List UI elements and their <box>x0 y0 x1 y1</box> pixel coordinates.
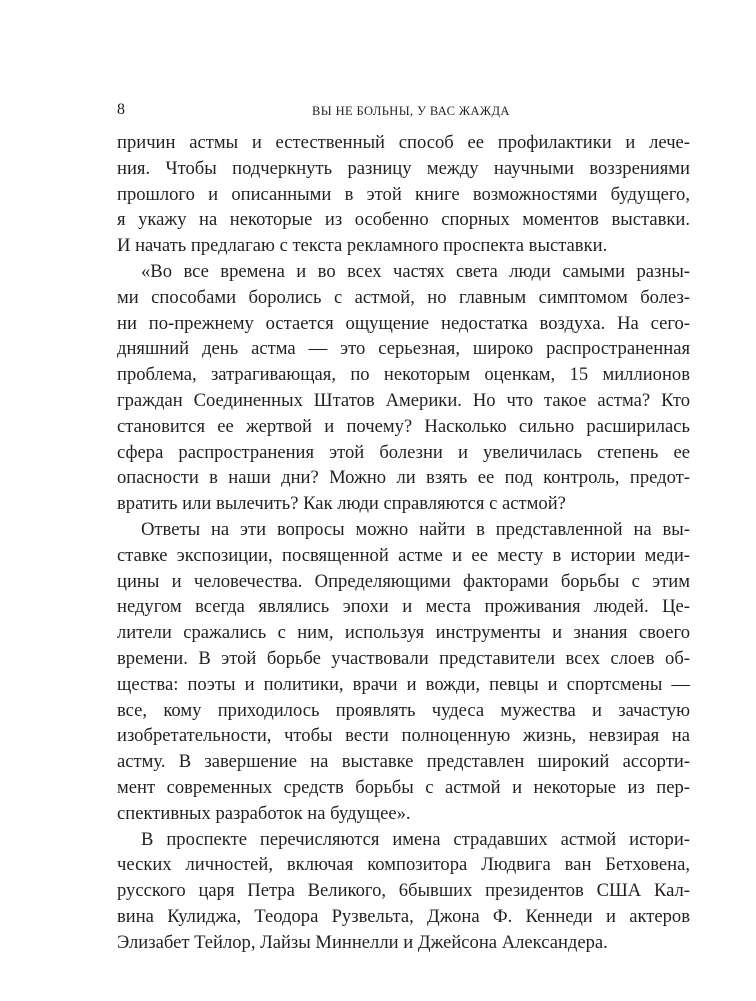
text-line: все, кому приходилось проявлять чудеса мужества и зачастую <box>117 699 690 721</box>
text-line: Элизабет Тейлор, Лайзы Миннелли и Джейсона Александера. <box>117 931 608 953</box>
text-line: русского царя Петра Великого, 6бывших президентов США Кал- <box>117 880 690 902</box>
running-title: ВЫ НЕ БОЛЬНЫ, У ВАС ЖАЖДА <box>312 104 510 118</box>
text-line: проблема, затрагивающая, по некоторым оценкам, 15 миллионов <box>117 364 690 386</box>
text-line: И начать предлагаю с текста рекламного проспекта выставки. <box>117 235 608 257</box>
text-line: щества: поэты и политики, врачи и вожди, певцы и спортсмены — <box>117 673 690 695</box>
text-line: спективных разработок на будущее». <box>117 802 411 824</box>
text-line: вина Кулиджа, Теодора Рузвельта, Джона Ф. Кеннеди и актеров <box>117 905 690 927</box>
text-line: «Во все времена и во всех частях света люди самыми разны- <box>141 260 690 282</box>
text-line: времени. В этой борьбе участвовали представители всех слоев об- <box>117 647 690 669</box>
text-line: лители сражались с ним, используя инструменты и знания своего <box>117 622 690 644</box>
text-line: ставке экспозиции, посвященной астме и ее месту в истории меди- <box>117 544 690 566</box>
text-line: прошлого и описанными в этой книге возможностями будущего, <box>117 183 690 205</box>
text-line: граждан Соединенных Штатов Америки. Но что такое астма? Кто <box>117 389 690 411</box>
text-line: опасности в наши дни? Можно ли взять ее под контроль, предот- <box>117 467 690 489</box>
text-line: астму. В завершение на выставке представлен широкий ассорти- <box>117 751 690 773</box>
text-line: дняшний день астма — это серьезная, широко распространенная <box>117 338 690 360</box>
text-line: причин астмы и естественный способ ее профилактики и лече- <box>117 132 690 153</box>
text-line: мент современных средств борьбы с астмой и некоторые из пер- <box>117 776 690 798</box>
text-line: сфера распространения этой болезни и увеличилась степень ее <box>117 441 690 463</box>
text-line: цины и человечества. Определяющими факторами борьбы с этим <box>117 570 690 592</box>
text-line: изобретательности, чтобы вести полноценную жизнь, невзирая на <box>117 725 690 747</box>
running-head <box>117 100 690 120</box>
text-line: ния. Чтобы подчеркнуть разницу между научными воззрениями <box>117 157 690 179</box>
text-line: ческих личностей, включая композитора Людвига ван Бетховена, <box>117 854 690 876</box>
text-line: недугом всегда являлись эпохи и места проживания людей. Це- <box>117 596 690 618</box>
page-number: 8 <box>117 101 125 118</box>
text-line: становится ее жертвой и почему? Насколько сильно расширилась <box>117 415 690 437</box>
text-line: вратить или вылечить? Как люди справляются с астмой? <box>117 493 566 515</box>
text-line: ми способами боролись с астмой, но главным симптомом болез- <box>117 286 690 308</box>
text-line: Ответы на эти вопросы можно найти в представленной на вы- <box>141 518 690 540</box>
body-text <box>117 130 690 956</box>
text-line: ни по-прежнему остается ощущение недостатка воздуха. На сего- <box>117 312 690 334</box>
text-line: я укажу на некоторые из особенно спорных моментов выставки. <box>117 209 690 231</box>
text-line: В проспекте перечисляются имена страдавших астмой истори- <box>141 828 690 850</box>
